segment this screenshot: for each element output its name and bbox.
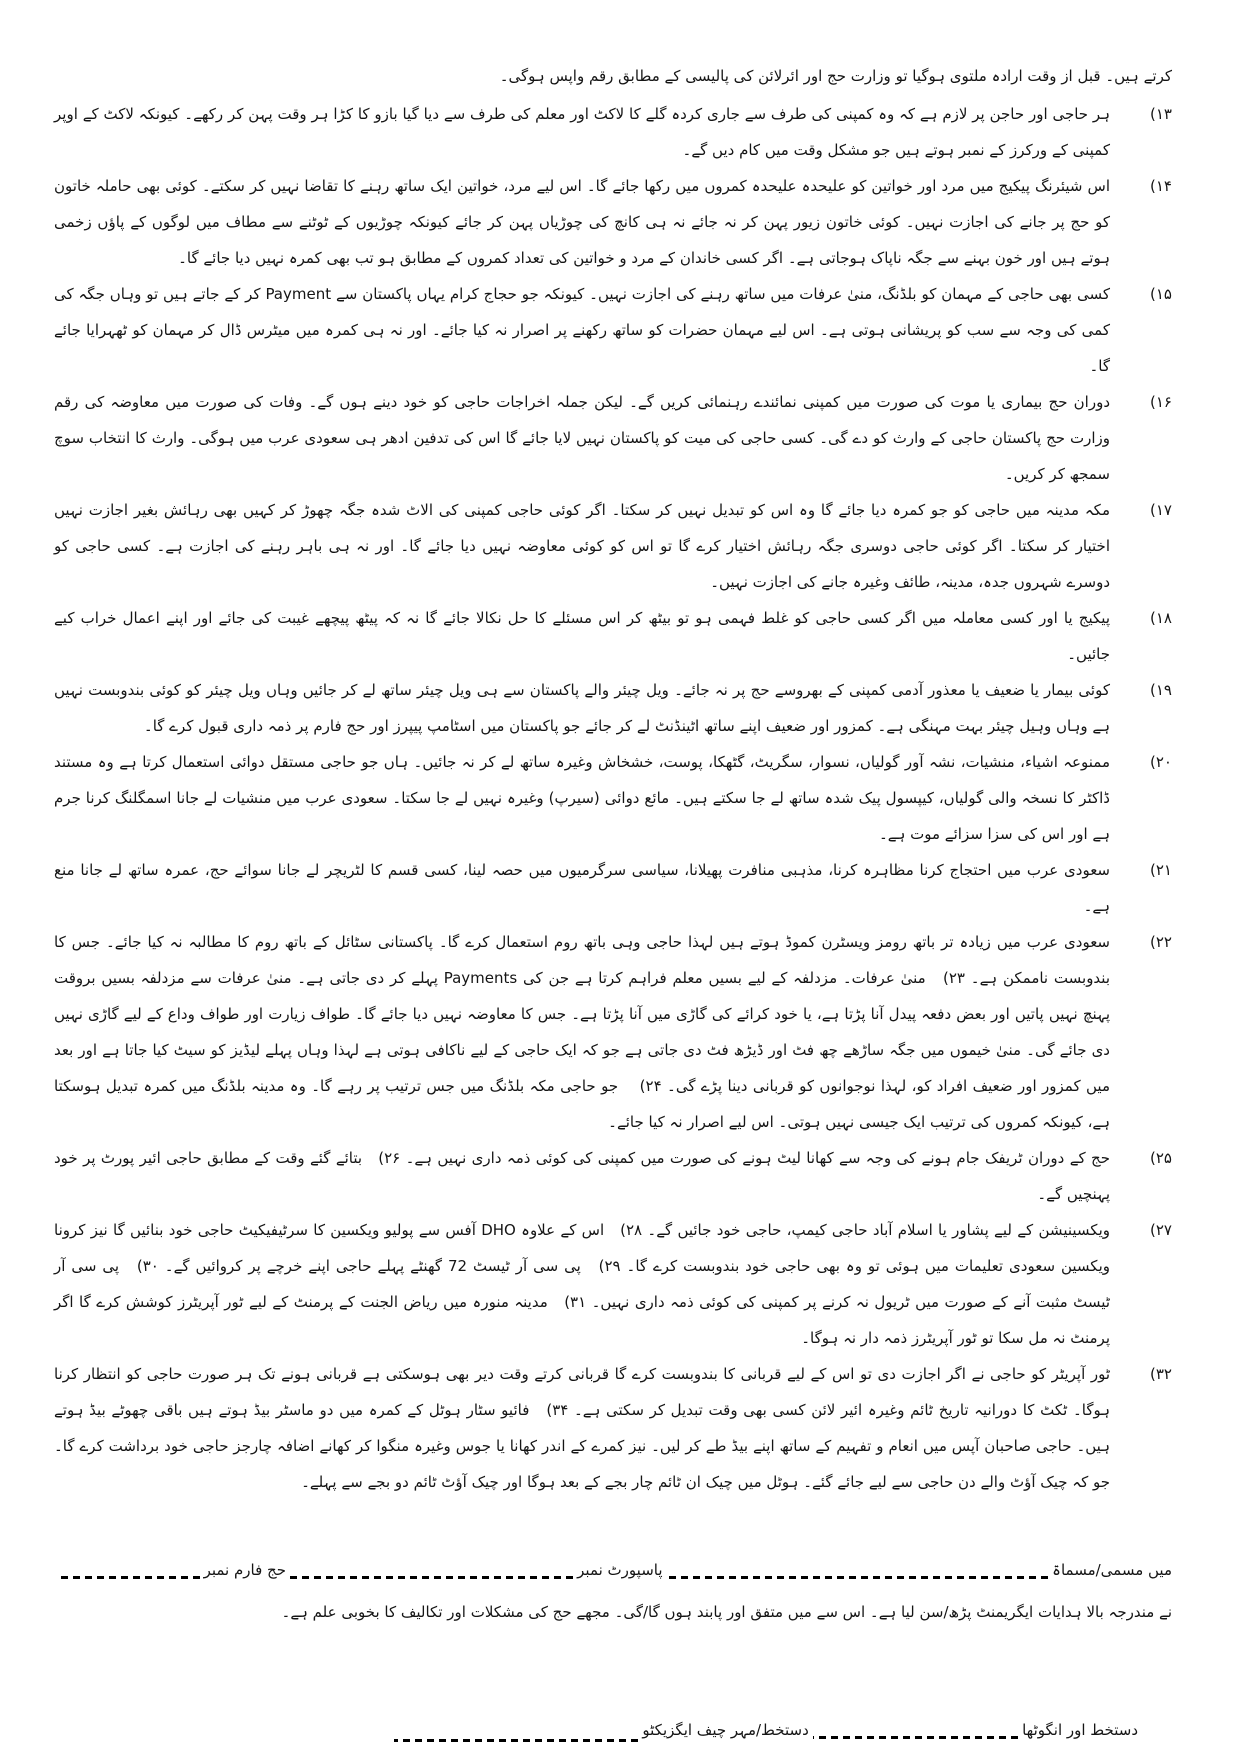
hajj-form-number-label: حج فارم نمبر xyxy=(203,1561,286,1579)
clause-18 xyxy=(54,600,1172,672)
passport-number-fill-line xyxy=(290,1576,573,1579)
clause-27-to-31 xyxy=(54,1212,1172,1356)
agreement-statement: نے مندرجہ بالا ہدایات ایگریمنٹ پڑھ/سن لیا ہے۔ اس سے میں متفق اور پابند ہوں گا/گی۔ مجھے حج کی مشکلات اور تکالیف کا بخوبی علم ہے۔ xyxy=(281,1603,1172,1621)
clause-number: ۱۶) xyxy=(1150,393,1172,411)
clause-text: ممنوعہ اشیاء، منشیات، نشہ آور گولیاں، نسوار، سگریٹ، گٹھکا، پوست، خشخاش وغیرہ ساتھ لے کر نہ جائیں۔ ہاں جو حاجی مستقل دوائی استعمال کرتا ہے وہ مستند ڈاکٹر کا نسخہ والی گولیاں، کیپسول پیک شدہ ساتھ لے جا سکتے ہیں۔ مائع دوائی (سیرپ) وغیرہ نہیں لے جا سکتا۔ سعودی عرب میں منشیات لے جانا اسمگلنگ کرنا جرم ہے اور اس کی سزا سزائے موت ہے۔ xyxy=(54,753,1110,843)
clause-text: دوران حج بیماری یا موت کی صورت میں کمپنی نمائندے رہنمائی کریں گے۔ لیکن جملہ اخراجات حاجی کو خود دینے ہوں گے۔ وفات کی صورت میں معاوضہ کی رقم وزارت حج پاکستان حاجی کے وارث کو دے گی۔ کسی حاجی کی میت کو پاکستان نہیں لایا جائے گا اس کی تدفین ادھر ہی سعودی عرب میں ہوگی۔ وارث کا انتخاب سوچ سمجھ کر کریں۔ xyxy=(54,393,1110,483)
clause-17 xyxy=(54,492,1172,600)
clause-text: مکہ مدینہ میں حاجی کو جو کمرہ دیا جائے گا وہ اس کو تبدیل نہیں کر سکتا۔ اگر کوئی حاجی کمپنی کی الاٹ شدہ جگہ چھوڑ کر کہیں بھی رہائش بغیر اجازت نہیں اختیار کر سکتا۔ اگر کوئی حاجی دوسری جگہ رہائش اختیار کرے گا تو اس کو کوئی معاوضہ نہیں دیا جائے گا۔ اور نہ ہی باہر رہنے کی اجازت ہے۔ کسی حاجی کو دوسرے شہروں جدہ، مدینہ، طائف وغیرہ جانے کی اجازت نہیں۔ xyxy=(54,501,1110,591)
clause-14 xyxy=(54,168,1172,276)
clause-number: ۲۱) xyxy=(1150,861,1172,879)
declaration-form-line xyxy=(54,1554,1172,1586)
clause-text: کوئی بیمار یا ضعیف یا معذور آدمی کمپنی کے بھروسے حج پر نہ جائے۔ ویل چیئر والے پاکستان سے ہی ویل چیئر ساتھ لے کر جائیں وہاں ویل چیئر کو کوئی بندوبست نہیں ہے وہاں وہیل چیئر بہت مہنگی ہے۔ کمزور اور ضعیف اپنے ساتھ اٹینڈنٹ لے کر جائے جو پاکستان میں اسٹامپ پیپرز اور حج فارم پر ذمہ داری قبول کرے گا۔ xyxy=(54,681,1110,735)
clause-text: حج کے دوران ٹریفک جام ہونے کی وجہ سے کھانا لیٹ ہونے کی صورت میں کمپنی کی کوئی ذمہ داری نہیں ہے۔ ۲۶) بتائے گئے وقت کے مطابق حاجی ائیر پورٹ پر خود پہنچیں گے۔ xyxy=(54,1149,1110,1203)
clause-text: ہر حاجی اور حاجن پر لازم ہے کہ وہ کمپنی کی طرف سے جاری کردہ گلے کا لاکٹ اور معلم کی طرف سے دیا گیا بازو کا کڑا ہر وقت پہن کر رکھے۔ کیونکہ لاکٹ کے اوپر کمپنی کے ورکرز کے نمبر ہوتے ہیں جو مشکل وقت میں کام دیں گے۔ xyxy=(54,105,1110,159)
clause-number: ۱۵) xyxy=(1150,285,1172,303)
clause-number: ۱۳) xyxy=(1150,105,1172,123)
passport-number-label: پاسپورٹ نمبر xyxy=(577,1561,663,1579)
clause-number: ۲۰) xyxy=(1150,753,1172,771)
hajj-form-number-fill-line xyxy=(58,1576,200,1579)
clause-text: پیکیج یا اور کسی معاملہ میں اگر کسی حاجی کو غلط فہمی ہو تو بیٹھ کر اس مسئلے کا حل نکالا جائے گا نہ کہ پیٹھ پیچھے غیبت کی جائے اور اپنے اعمال خراب کیے جائیں۔ xyxy=(54,609,1110,663)
clause-number: ۳۲) xyxy=(1150,1365,1172,1383)
clause-number: ۱۴) xyxy=(1150,177,1172,195)
clause-22-23-24 xyxy=(54,924,1172,1140)
clause-number: ۲۵) xyxy=(1150,1149,1172,1167)
ceo-signature-label: دستخط/مہر چیف ایگزیکٹو xyxy=(642,1721,809,1739)
clause-number: ۱۷) xyxy=(1150,501,1172,519)
clause-21 xyxy=(54,852,1172,924)
intro-continuation-line: کرتے ہیں۔ قبل از وقت ارادہ ملتوی ہوگیا تو وزارت حج اور ائرلائن کی پالیسی کے مطابق رقم واپس ہوگی۔ xyxy=(499,67,1172,85)
signature-row xyxy=(390,1714,1138,1746)
clause-19 xyxy=(54,672,1172,744)
clause-text: اس شیئرنگ پیکیج میں مرد اور خواتین کو علیحدہ علیحدہ کمروں میں رکھا جائے گا۔ اس لیے مرد، خواتین ایک ساتھ رہنے کا تقاضا نہیں کر سکتے۔ کوئی بھی حاملہ خاتون کو حج پر جانے کی اجازت نہیں۔ کوئی خاتون زیور پہن کر نہ جائے نہ ہی کانچ کی چوڑیاں پہن کر جائے کیونکہ چوڑیوں کے ٹوٹنے سے مطاف میں لوگوں کے پاؤں زخمی ہوتے ہیں اور خون بہنے سے جگہ ناپاک ہوجاتی ہے۔ اگر کسی خاندان کے مرد و خواتین کی تعداد کمروں کے مطابق ہو تب بھی کمرہ نہیں دیا جائے گا۔ xyxy=(54,177,1110,267)
clause-25-26 xyxy=(54,1140,1172,1212)
clause-16 xyxy=(54,384,1172,492)
clause-20 xyxy=(54,744,1172,852)
clause-number: ۱۹) xyxy=(1150,681,1172,699)
signature-fill-line xyxy=(813,1736,1018,1739)
clause-13 xyxy=(54,96,1172,168)
clause-number: ۲۷) xyxy=(1150,1221,1172,1239)
clause-text: سعودی عرب میں زیادہ تر باتھ رومز ویسٹرن کموڈ ہوتے ہیں لہذا حاجی وہی باتھ روم استعمال کرے گا۔ پاکستانی سٹائل کے باتھ روم کا مطالبہ نہ کیا جائے۔ جس کا بندوبست ناممکن ہے۔ ۲۳) منیٰ عرفات۔ مزدلفہ کے لیے بسیں معلم فراہم کرتا ہے جن کی Payments پہلے کر دی جاتی ہے۔ منیٰ عرفات سے مزدلفہ بسیں بروقت پہنچ نہیں پاتیں اور بعض دفعہ پیدل آنا پڑتا ہے، یا خود کرائے کی گاڑی میں آنا پڑتا ہے۔ جس کا معاوضہ نہیں دیا جائے گا۔ طواف زیارت اور طواف وداع کے لیے گاڑی نہیں دی جائے گی۔ منیٰ خیموں میں جگہ ساڑھے چھ فٹ اور ڈیڑھ فٹ دی جاتی ہے جو کہ ایک حاجی کے لیے ناکافی ہوتی ہے لہذا وہاں پہلے لیڈیز کو سیٹ کیا جاتا ہے اور بعد میں کمزور اور ضعیف افراد کو، لہذا نوجوانوں کو قربانی دینا پڑے گی۔ ۲۴) جو حاجی مکہ بلڈنگ میں جس ترتیب پر رہے گا۔ وہ مدینہ بلڈنگ میں کمرہ تبدیل ہوسکتا ہے، کیونکہ کمروں کی ترتیب ایک جیسی نہیں ہوتی۔ اس لیے اصرار نہ کیا جائے۔ xyxy=(54,933,1111,1131)
clause-text: سعودی عرب میں احتجاج کرنا مظاہرہ کرنا، مذہبی منافرت پھیلانا، سیاسی سرگرمیوں میں حصہ لینا، کسی قسم کا لٹریچر لے جانا سوائے حج، عمرہ ساتھ لے جانا منع ہے۔ xyxy=(54,861,1110,915)
clause-text: ٹور آپریٹر کو حاجی نے اگر اجازت دی تو اس کے لیے قربانی کا بندوبست کرے گا قربانی کرتے وقت دیر بھی ہوسکتی ہے قربانی ہونے تک ہر صورت حاجی کو انتظار کرنا ہوگا۔ ٹکٹ کا دورانیہ تاریخ ٹائم وغیرہ ائیر لائن کسی بھی وقت تبدیل کر سکتی ہے۔ ۳۴) فائیو سٹار ہوٹل کے کمرہ میں دو ماسٹر بیڈ ہوتے ہیں باقی چھوٹے بیڈ ہوتے ہیں۔ حاجی صاحبان آپس میں انعام و تفہیم کے ساتھ اپنے بیڈ طے کر لیں۔ نیز کمرے کے اندر کھانا یا جوس وغیرہ منگوا کر کھانے اضافہ چارجز حاجی خود برداشت کرے گا۔ جو کہ چیک آؤٹ والے دن حاجی سے لیے جائے گئے۔ ہوٹل میں چیک ان ٹائم چار بجے کے بعد ہوگا اور چیک آؤٹ ٹائم دو بجے سے پہلے۔ xyxy=(54,1365,1110,1491)
ceo-signature-fill-line xyxy=(394,1739,638,1742)
name-fill-line xyxy=(667,1576,1049,1579)
clause-32-34 xyxy=(54,1356,1172,1500)
clauses-list xyxy=(54,96,1172,1500)
clause-text: کسی بھی حاجی کے مہمان کو بلڈنگ، منیٰ عرفات میں ساتھ رہنے کی اجازت نہیں۔ کیونکہ جو حجاج کرام یہاں پاکستان سے Payment کر کے جاتے ہیں تو وہاں جگہ کی کمی کی وجہ سے سب کو پریشانی ہوتی ہے۔ اس لیے مہمان حضرات کو ساتھ رکھنے پر اصرار نہ کیا جائے۔ اور نہ ہی کمرہ میں میٹرس ڈال کر مہمان کو ٹھہرایا جائے گا۔ xyxy=(54,285,1110,375)
clause-number: ۲۲) xyxy=(1150,933,1172,951)
clause-text: ویکسینیشن کے لیے پشاور یا اسلام آباد حاجی کیمپ، حاجی خود جائیں گے۔ ۲۸) اس کے علاوہ DHO آفس سے پولیو ویکسین کا سرٹیفیکیٹ حاجی خود بنائیں گا نیز کرونا ویکسین سعودی تعلیمات میں ہوئی تو وہ بھی حاجی خود بندوبست کرے گا۔ ۲۹) پی سی آر ٹیسٹ 72 گھنٹے پہلے حاجی اپنے خرچے پر کروائیں گے۔ ۳۰) پی سی آر ٹیسٹ مثبت آنے کے صورت میں ٹریول نہ کرنے پر کمپنی کی کوئی ذمہ داری نہیں۔ ۳۱) مدینہ منورہ میں ریاض الجنت کے پرمنٹ کے لیے ٹور آپریٹرز کوشش کرے گا اگر پرمنٹ نہ مل سکا تو ٹور آپریٹرز ذمہ دار نہ ہوگا۔ xyxy=(54,1221,1110,1347)
signature-thumb-label: دستخط اور انگوٹھا xyxy=(1022,1721,1138,1739)
clause-15 xyxy=(54,276,1172,384)
clause-number: ۱۸) xyxy=(1150,609,1172,627)
name-field-label: میں مسمی/مسماۃ xyxy=(1052,1561,1172,1579)
